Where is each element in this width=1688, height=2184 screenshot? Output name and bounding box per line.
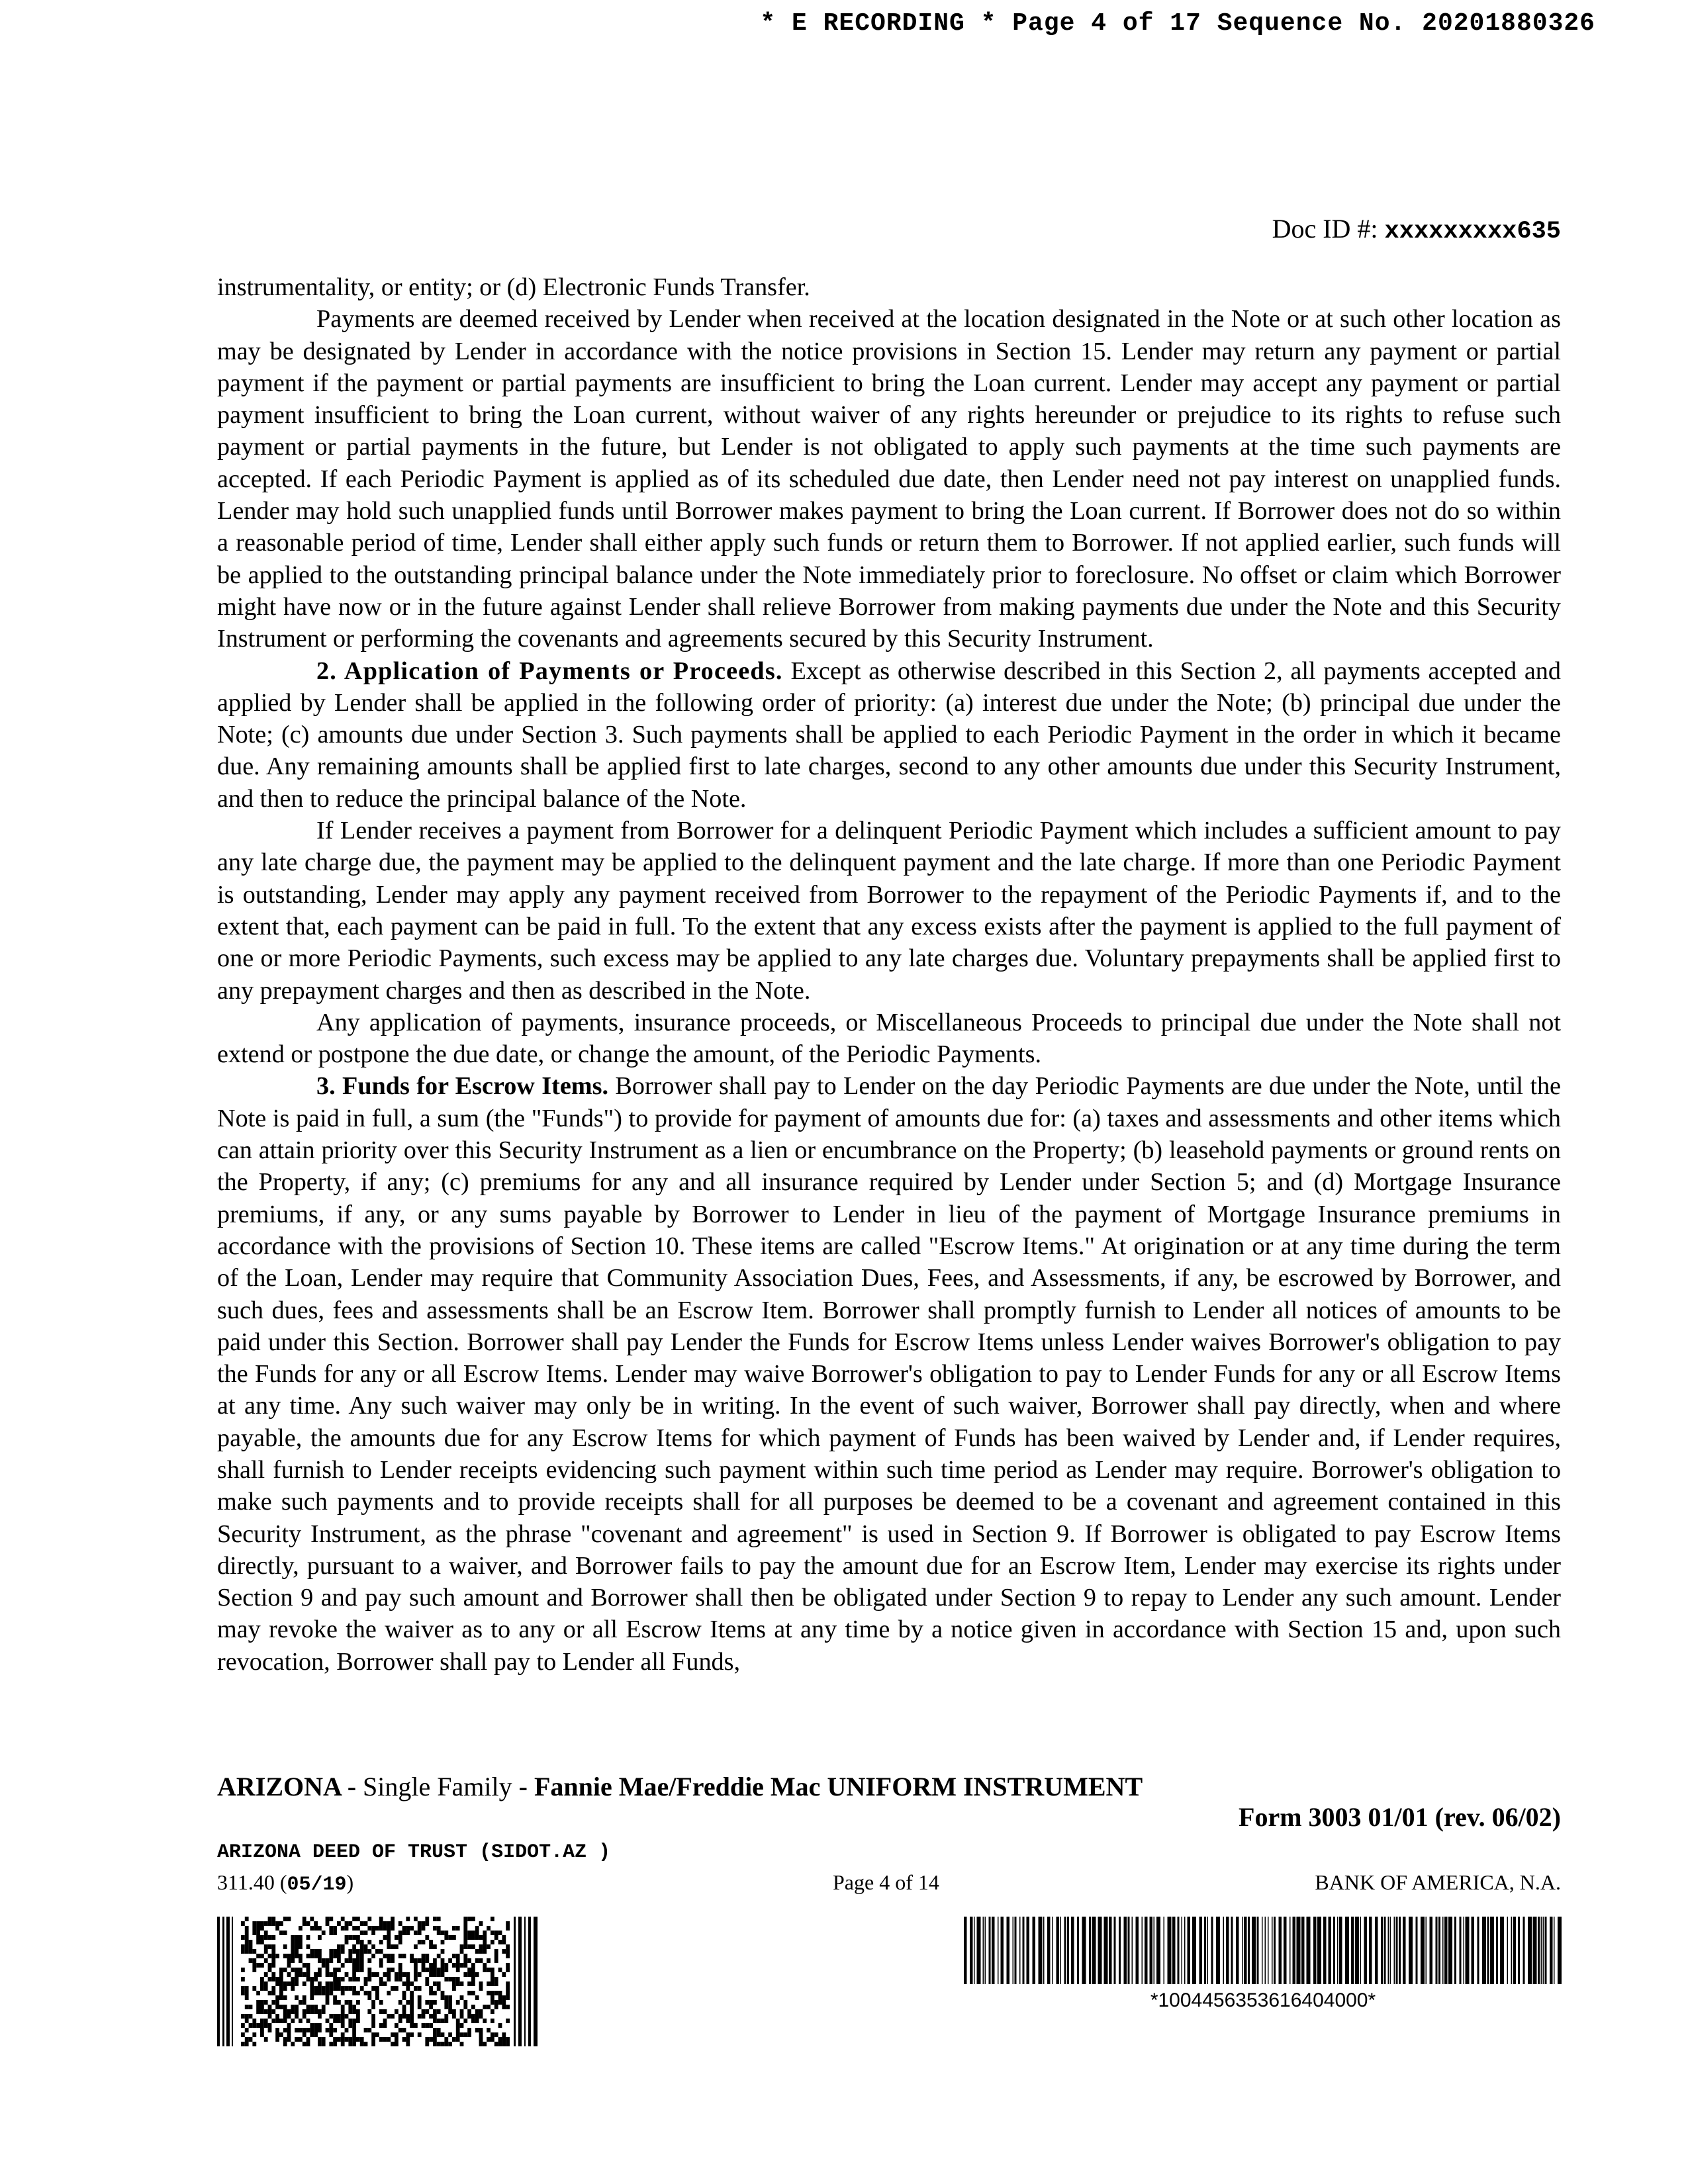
- pdf417-barcode: [217, 1917, 540, 2046]
- section-2-text: Except as otherwise described in this Section 2, all payments accepted and applied by Lender shall be applied in the following order of priority: (a) interest due under the Note; (b) principal due under the Note; (c) amounts due under Section 3. Such payments shall be applied to each Periodic Payment in the order in which it became due. Any remaining amounts shall be applied first to late charges, second to any other amounts due under this Security Instrument, and then to reduce the principal balance of the Note.: [217, 657, 1561, 813]
- footer-family: Single Family: [363, 1772, 512, 1801]
- doc-id-value: xxxxxxxxx635: [1384, 218, 1561, 246]
- form-number: Form 3003 01/01 (rev. 06/02): [1239, 1802, 1561, 1832]
- form-name: ARIZONA DEED OF TRUST (SIDOT.AZ ): [217, 1841, 611, 1864]
- footer-state: ARIZONA: [217, 1772, 341, 1801]
- form-code-suffix: ): [346, 1870, 354, 1894]
- page-number: Page 4 of 14: [833, 1870, 939, 1894]
- paragraph-payments-received: Payments are deemed received by Lender when received at the location designated in the Note or at such other location as may be designated by Lender in accordance with the notice provisions in Section 15. Lender may return any payment or partial payment if the payment or partial payments are insufficient to bring the Loan current. Lender may accept any payment or partial payment insufficient to bring the Loan current, without waiver of any rights hereunder or prejudice to its rights to refuse such payment or partial payments in the future, but Lender is not obligated to apply such payments at the time such payments are accepted. If each Periodic Payment is applied as of its scheduled due date, then Lender need not pay interest on unapplied funds. Lender may hold such unapplied funds until Borrower makes payment to bring the Loan current. If Borrower does not do so within a reasonable period of time, Lender shall either apply such funds or return them to Borrower. If not applied earlier, such funds will be applied to the outstanding principal balance under the Note immediately prior to foreclosure. No offset or claim which Borrower might have now or in the future against Lender shall relieve Borrower from making payments due under the Note and this Security Instrument or performing the covenants and agreements secured by this Security Instrument.: [217, 305, 1561, 653]
- form-code-date: 05/19: [287, 1874, 347, 1896]
- lender-name: BANK OF AMERICA, N.A.: [1315, 1870, 1561, 1894]
- section-2-heading: 2. Application of Payments or Proceeds.: [316, 657, 783, 685]
- form-code: [217, 1870, 353, 1896]
- footer-title: [217, 1771, 1143, 1802]
- footer-separator: -: [340, 1772, 363, 1801]
- section-3-paragraph: [217, 1070, 1561, 1678]
- document-body: [217, 271, 1561, 1678]
- footer-row: [217, 1870, 1561, 1897]
- section-2-paragraph: [217, 655, 1561, 815]
- recording-header: * E RECORDING * Page 4 of 17 Sequence No. 20201880326: [760, 9, 1595, 38]
- footer-separator: -: [512, 1772, 534, 1801]
- section-3-heading: 3. Funds for Escrow Items.: [316, 1072, 608, 1101]
- doc-id: [1272, 213, 1561, 246]
- paragraph-application-of-payments: Any application of payments, insurance proceeds, or Miscellaneous Proceeds to principal due under the Note shall not extend or postpone the due date, or change the amount, of the Periodic Payments.: [217, 1008, 1561, 1069]
- section-3-text: Borrower shall pay to Lender on the day Periodic Payments are due under the Note, until the Note is paid in full, a sum (the "Funds") to provide for payment of amounts due for: (a) taxes and assessments and other items which can attain priority over this Security Instrument as a lien or encumbrance on the Property; (b) leasehold payments or ground rents on the Property, if any; (c) premiums for any and all insurance required by Lender under Section 5; and (d) Mortgage Insurance premiums, if any, or any sums payable by Borrower to Lender in lieu of the payment of Mortgage Insurance premiums in accordance with the provisions of Section 10. These items are called "Escrow Items." At origination or at any time during the term of the Loan, Lender may require that Community Association Dues, Fees, and Assessments, if any, be escrowed by Borrower, and such dues, fees and assessments shall be an Escrow Item. Borrower shall promptly furnish to Lender all notices of amounts to be paid under this Section. Borrower shall pay Lender the Funds for Escrow Items unless Lender waives Borrower's obligation to pay the Funds for any or all Escrow Items. Lender may waive Borrower's obligation to pay to Lender Funds for any or all Escrow Items at any time. Any such waiver may only be in writing. In the event of such waiver, Borrower shall pay directly, when and where payable, the amounts due for any Escrow Items for which payment of Funds has been waived by Lender and, if Lender requires, shall furnish to Lender receipts evidencing such payment within such time period as Lender may require. Borrower's obligation to make such payments and to provide receipts shall for all purposes be deemed to be a covenant and agreement contained in this Security Instrument, as the phrase "covenant and agreement" is used in Section 9. If Borrower is obligated to pay Escrow Items directly, pursuant to a waiver, and Borrower fails to pay the amount due for an Escrow Item, Lender may exercise its rights under Section 9 and pay such amount and Borrower shall then be obligated under Section 9 to repay to Lender any such amount. Lender may revoke the waiver as to any or all Escrow Items at any time by a notice given in accordance with Section 15 and, upon such revocation, Borrower shall pay to Lender all Funds,: [217, 1072, 1561, 1676]
- paragraph-continuation: instrumentality, or entity; or (d) Electronic Funds Transfer.: [217, 273, 810, 301]
- paragraph-delinquent-payment: If Lender receives a payment from Borrower for a delinquent Periodic Payment which includes a sufficient amount to pay any late charge due, the payment may be applied to the delinquent payment and the late charge. If more than one Periodic Payment is outstanding, Lender may apply any payment received from Borrower to the repayment of the Periodic Payments if, and to the extent that, each payment can be paid in full. To the extent that any excess exists after the payment is applied to the full payment of one or more Periodic Payments, such excess may be applied to any late charges due. Voluntary prepayments shall be applied first to any prepayment charges and then as described in the Note.: [217, 817, 1561, 1005]
- linear-barcode: [964, 1917, 1562, 1984]
- doc-id-label: Doc ID #:: [1272, 214, 1385, 244]
- form-code-prefix: 311.40 (: [217, 1870, 287, 1894]
- barcode-number: *1004456353616404000*: [1150, 1989, 1376, 2011]
- footer-instrument: Fannie Mae/Freddie Mac UNIFORM INSTRUMENT: [534, 1772, 1143, 1801]
